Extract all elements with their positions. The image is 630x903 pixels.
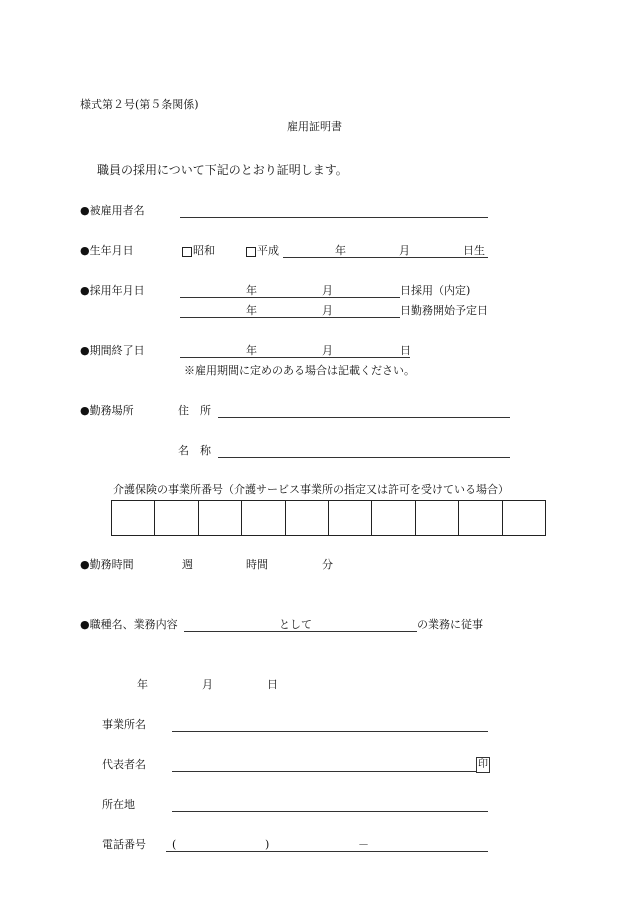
showa-label: 昭和 [193,244,215,257]
representative-label: 代表者名 [102,758,146,771]
digit-cell[interactable] [199,501,242,535]
signature-day: 日 [267,678,278,691]
job-suffix: の業務に従事 [417,618,483,631]
end-month: 月 [322,344,333,357]
digit-cell[interactable] [286,501,329,535]
digit-cell[interactable] [112,501,155,535]
hire-month-1: 月 [322,284,333,297]
end-date-label: ●期間終了日 [80,344,145,357]
digit-cell[interactable] [372,501,415,535]
office-name-label: 事業所名 [102,718,146,731]
phone-label: 電話番号 [102,838,146,851]
employee-name-label: ●被雇用者名 [80,204,145,217]
end-date-line [180,357,410,358]
phone-line [166,851,488,852]
hire-suffix-2: 日勤務開始予定日 [400,304,488,317]
representative-line [172,771,476,772]
phone-paren-close: ) [265,838,270,851]
birth-month-label: 月 [399,244,410,257]
address-line [172,811,488,812]
phone-paren-open: ( [172,838,177,851]
heisei-label: 平成 [257,244,279,257]
work-hours-week: 週 [182,558,193,571]
workplace-address-label: 住 所 [178,404,211,417]
address-label: 所在地 [102,798,135,811]
workplace-name-line [218,457,510,458]
end-year: 年 [246,344,257,357]
signature-year: 年 [137,678,148,691]
job-middle: として [279,618,312,631]
employee-name-line [180,217,488,218]
heisei-checkbox[interactable] [246,247,256,257]
work-hours-minutes: 分 [322,558,333,571]
document-title: 雇用証明書 [287,120,342,133]
hire-month-2: 月 [322,304,333,317]
hire-year-1: 年 [246,284,257,297]
office-name-line [172,731,488,732]
form-number: 様式第２号(第５条関係) [80,98,199,111]
seal-mark: 印 [476,757,490,773]
hire-date-line-1 [180,297,400,298]
workplace-label: ●勤務場所 [80,404,134,417]
workplace-address-line [218,417,510,418]
digit-cell[interactable] [459,501,502,535]
job-label: ●職種名、業務内容 [80,618,178,631]
birth-date-line [283,257,488,258]
birth-day-label: 日生 [463,244,485,257]
hire-date-label: ●採用年月日 [80,284,145,297]
showa-checkbox[interactable] [182,247,192,257]
work-hours-hours: 時間 [246,558,268,571]
care-insurance-label: 介護保険の事業所番号（介護サービス事業所の指定又は許可を受けている場合） [113,483,509,496]
end-day: 日 [400,344,411,357]
workplace-name-label: 名 称 [178,444,211,457]
phone-dash: － [358,838,369,851]
care-insurance-number-grid [111,500,546,536]
birth-year-label: 年 [335,244,346,257]
signature-month: 月 [202,678,213,691]
digit-cell[interactable] [416,501,459,535]
digit-cell[interactable] [242,501,285,535]
intro-text: 職員の採用について下記のとおり証明します。 [97,163,348,177]
digit-cell[interactable] [503,501,545,535]
hire-suffix-1: 日採用（内定) [400,284,471,297]
hire-year-2: 年 [246,304,257,317]
digit-cell[interactable] [329,501,372,535]
hire-date-line-2 [180,317,400,318]
digit-cell[interactable] [155,501,198,535]
birth-date-label: ●生年月日 [80,244,134,257]
end-date-note: ※雇用期間に定めのある場合は記載ください。 [184,364,415,377]
work-hours-label: ●勤務時間 [80,558,134,571]
